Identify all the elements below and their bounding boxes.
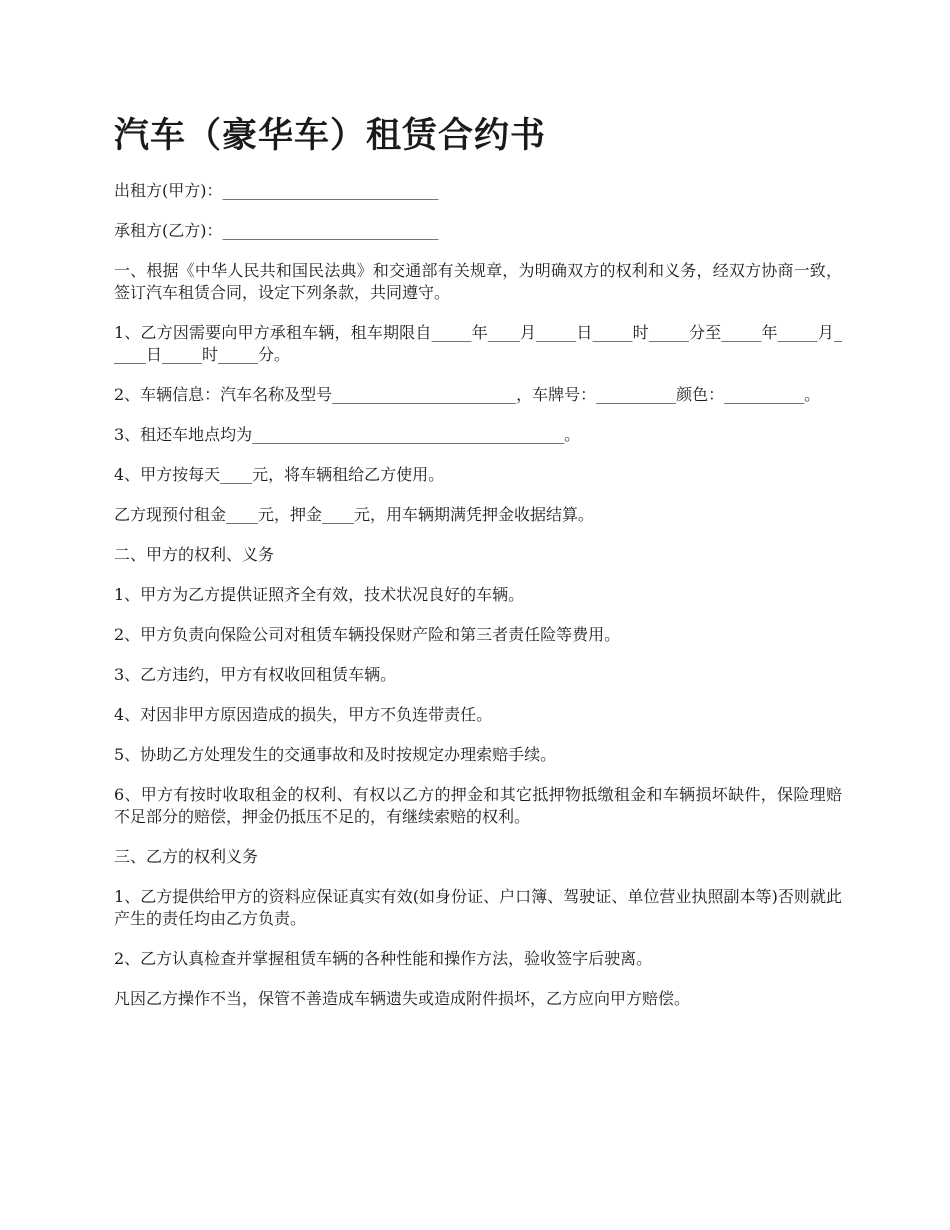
- clause-rental-period: 1、乙方因需要向甲方承租车辆，租车期限自_____年____月_____日_____时_____分至_____年_____月_____日_____时_____分。: [114, 323, 842, 364]
- lessor-clause-1: 1、甲方为乙方提供证照齐全有效，技术状况良好的车辆。: [114, 585, 525, 604]
- lessee-clause-1: 1、乙方提供给甲方的资料应保证真实有效(如身份证、户口簿、驾驶证、单位营业执照副本等)否则就此产生的责任均由乙方负责。: [114, 887, 842, 928]
- section-3-heading: 三、乙方的权利义务: [114, 847, 259, 866]
- lessor-clause-2: 2、甲方负责向保险公司对租赁车辆投保财产险和第三者责任险等费用。: [114, 625, 621, 644]
- lessor-clause-4: 4、对因非甲方原因造成的损失，甲方不负连带责任。: [114, 705, 493, 724]
- lessor-line: 出租方(甲方)：___________________________: [114, 181, 439, 200]
- section-2-heading: 二、甲方的权利、义务: [114, 545, 275, 564]
- lessee-clause-compensation: 凡因乙方操作不当，保管不善造成车辆遗失或造成附件损坏，乙方应向甲方赔偿。: [114, 989, 691, 1008]
- document-page: [114, 112, 842, 1028]
- lessor-clause-6: 6、甲方有按时收取租金的权利、有权以乙方的押金和其它抵押物抵缴租金和车辆损坏缺件，保险理赔不足部分的赔偿，押金仍抵压不足的，有继续索赔的权利。: [114, 785, 842, 826]
- lessor-clause-3: 3、乙方违约，甲方有权收回租赁车辆。: [114, 665, 397, 684]
- document-title: 汽车（豪华车）租赁合约书: [114, 115, 547, 156]
- lessee-line: 承租方(乙方)：___________________________: [114, 221, 439, 240]
- clause-vehicle-info: 2、车辆信息：汽车名称及型号_______________________，车牌号：__________颜色：__________。: [114, 385, 821, 404]
- clause-daily-rate: 4、甲方按每天____元，将车辆租给乙方使用。: [114, 465, 445, 484]
- lessor-clause-5: 5、协助乙方处理发生的交通事故和及时按规定办理索赔手续。: [114, 745, 557, 764]
- section-1-intro: 一、根据《中华人民共和国民法典》和交通部有关规章，为明确双方的权利和义务，经双方协商一致，签订汽车租赁合同，设定下列条款，共同遵守。: [114, 261, 842, 302]
- lessee-clause-2: 2、乙方认真检查并掌握租赁车辆的各种性能和操作方法，验收签字后驶离。: [114, 949, 653, 968]
- clause-prepayment: 乙方现预付租金____元，押金____元，用车辆期满凭押金收据结算。: [114, 505, 595, 524]
- clause-pickup-location: 3、租还车地点均为_______________________________________。: [114, 425, 581, 444]
